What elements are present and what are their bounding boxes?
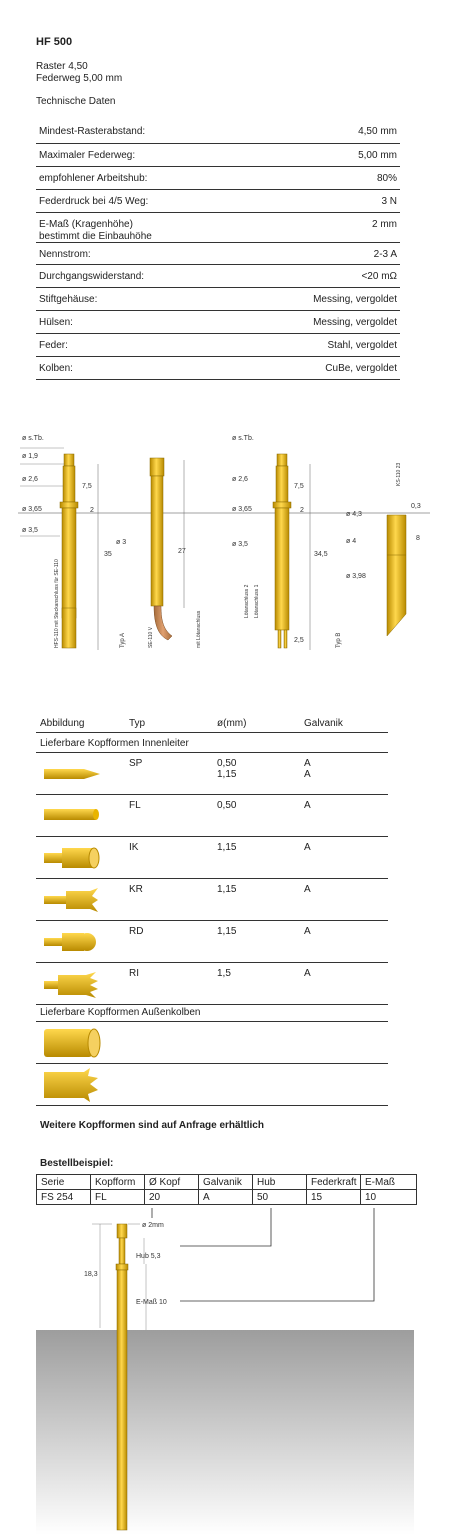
dim-35: 35 bbox=[104, 551, 112, 558]
spec-row bbox=[36, 167, 400, 190]
order-header: Galvanik bbox=[199, 1175, 253, 1190]
probe-pin-se110 bbox=[150, 458, 172, 640]
order-title: Bestellbeispiel: bbox=[40, 1158, 114, 1169]
label-d43: ø 4,3 bbox=[346, 511, 362, 518]
tip-galv: A bbox=[304, 842, 311, 853]
order-header: Federkraft bbox=[307, 1175, 361, 1190]
dim-27: 27 bbox=[178, 548, 186, 555]
probe-pin-type-a bbox=[60, 454, 78, 648]
table-row bbox=[36, 878, 388, 921]
tip-dia: 0,50 bbox=[217, 758, 237, 769]
tip-kr-icon bbox=[42, 888, 102, 912]
col-typ: Typ bbox=[129, 718, 146, 729]
order-value: FL bbox=[91, 1190, 145, 1205]
table-row bbox=[36, 836, 388, 879]
section-inner: Lieferbare Kopfformen Innenleiter bbox=[40, 738, 189, 749]
tip-typ: RI bbox=[129, 968, 139, 979]
label-d26-b: ø 2,6 bbox=[232, 476, 248, 483]
label-d4: ø 4 bbox=[346, 538, 357, 545]
tip-typ: IK bbox=[129, 842, 139, 853]
label-se110v: SE-110 V bbox=[148, 626, 154, 648]
spec-row bbox=[36, 213, 400, 243]
tip-dia: 0,50 bbox=[217, 800, 237, 811]
dim-03: 0,3 bbox=[411, 503, 421, 510]
dim-2-b: 2 bbox=[300, 507, 304, 514]
tip-typ: KR bbox=[129, 884, 143, 895]
dim-183: 18,3 bbox=[84, 1271, 98, 1278]
spec-value: 4,50 mm bbox=[358, 126, 397, 137]
label-d-stb-b: ø s.Tb. bbox=[232, 435, 254, 442]
subtitle-raster: Raster 4,50 bbox=[36, 61, 88, 72]
table-row bbox=[36, 1021, 388, 1064]
sleeve-ks110 bbox=[387, 515, 406, 636]
spec-label-line2: bestimmt die Einbauhöhe bbox=[39, 231, 152, 242]
outer-plunger-crown-icon bbox=[42, 1068, 102, 1102]
label-d365-b: ø 3,65 bbox=[232, 506, 252, 513]
tip-rd-icon bbox=[42, 930, 102, 954]
spec-row bbox=[36, 357, 400, 380]
tip-galv-2: A bbox=[304, 769, 311, 780]
tip-galv: A bbox=[304, 758, 311, 769]
order-header: Hub bbox=[253, 1175, 307, 1190]
spec-value: 80% bbox=[376, 173, 397, 184]
spec-label: Federdruck bei 4/5 Weg: bbox=[39, 196, 149, 207]
spec-value: CuBe, vergoldet bbox=[325, 363, 397, 374]
technical-drawing bbox=[0, 418, 450, 668]
dim-8: 8 bbox=[416, 535, 420, 542]
tip-typ: FL bbox=[129, 800, 141, 811]
label-typ-b: Typ B bbox=[336, 632, 342, 648]
page-title: HF 500 bbox=[36, 36, 73, 48]
order-value: 20 bbox=[145, 1190, 199, 1205]
spec-row bbox=[36, 311, 400, 334]
order-value: FS 254 bbox=[37, 1190, 91, 1205]
probe-pin-type-b bbox=[273, 454, 291, 648]
dim-75-b: 7,5 bbox=[294, 483, 304, 490]
spec-row bbox=[36, 190, 400, 213]
label-d35: ø 3,5 bbox=[22, 527, 38, 534]
spec-row bbox=[36, 120, 400, 144]
spec-value: Messing, vergoldet bbox=[313, 317, 397, 328]
spec-label: Hülsen: bbox=[39, 317, 73, 328]
label-lot2: Lötanschluss 2 bbox=[244, 584, 250, 618]
tip-galv: A bbox=[304, 884, 311, 895]
tip-sp-icon bbox=[42, 766, 102, 782]
table-row bbox=[36, 794, 388, 837]
subtitle-federweg: Federweg 5,00 mm bbox=[36, 73, 123, 84]
label-d35-b: ø 3,5 bbox=[232, 541, 248, 548]
spec-label: Nennstrom: bbox=[39, 249, 91, 260]
table-row bbox=[36, 1063, 388, 1106]
tip-dia: 1,5 bbox=[217, 968, 231, 979]
spec-value: 2-3 A bbox=[373, 249, 397, 260]
order-value: 15 bbox=[307, 1190, 361, 1205]
table-row bbox=[36, 752, 388, 795]
spec-value: 3 N bbox=[381, 196, 397, 207]
label-hfs: HFS-110 mit Steckanschluss für SE-110 bbox=[54, 559, 60, 648]
tip-fl-icon bbox=[42, 806, 102, 824]
table-row bbox=[37, 1175, 417, 1190]
order-header: E-Maß bbox=[361, 1175, 417, 1190]
dim-d2mm: ø 2mm bbox=[142, 1222, 164, 1229]
spec-value: Stahl, vergoldet bbox=[327, 340, 397, 351]
dim-2: 2 bbox=[90, 507, 94, 514]
tip-ik-icon bbox=[42, 846, 102, 870]
label-d3: ø 3 bbox=[116, 539, 127, 546]
order-value: 10 bbox=[361, 1190, 417, 1205]
spec-row bbox=[36, 288, 400, 311]
dim-345: 34,5 bbox=[314, 551, 328, 558]
spec-value: Messing, vergoldet bbox=[313, 294, 397, 305]
label-d26: ø 2,6 bbox=[22, 476, 38, 483]
order-value: A bbox=[199, 1190, 253, 1205]
col-dia: ø(mm) bbox=[217, 718, 247, 729]
spec-label: Kolben: bbox=[39, 363, 73, 374]
dim-75: 7,5 bbox=[82, 483, 92, 490]
outer-plunger-plain-icon bbox=[42, 1027, 102, 1059]
order-header: Kopfform bbox=[91, 1175, 145, 1190]
order-example-drawing bbox=[0, 1200, 450, 1535]
spec-value: 5,00 mm bbox=[358, 150, 397, 161]
tip-galv: A bbox=[304, 800, 311, 811]
spec-label: E-Maß (Kragenhöhe) bbox=[39, 219, 133, 230]
dim-25: 2,5 bbox=[294, 637, 304, 644]
table-row bbox=[36, 920, 388, 963]
spec-row bbox=[36, 243, 400, 265]
order-header: Ø Kopf bbox=[145, 1175, 199, 1190]
col-abbildung: Abbildung bbox=[40, 718, 85, 729]
label-d19: ø 1,9 bbox=[22, 453, 38, 460]
order-header: Serie bbox=[37, 1175, 91, 1190]
table-row bbox=[36, 962, 388, 1005]
spec-label: Mindest-Rasterabstand: bbox=[39, 126, 146, 137]
note-more-tips: Weitere Kopfformen sind auf Anfrage erhältlich bbox=[40, 1120, 264, 1131]
tip-ri-icon bbox=[42, 972, 102, 998]
divider bbox=[36, 732, 388, 733]
label-ks: KS-110 23 bbox=[396, 462, 402, 486]
tip-galv: A bbox=[304, 926, 311, 937]
tip-dia: 1,15 bbox=[217, 926, 237, 937]
tip-galv: A bbox=[304, 968, 311, 979]
section-label-technische-daten: Technische Daten bbox=[36, 96, 116, 107]
label-typ-a: Typ A bbox=[120, 632, 126, 648]
spec-value: <20 mΩ bbox=[361, 271, 397, 282]
label-lot1: Lötanschluss 1 bbox=[254, 584, 260, 618]
spec-label: Durchgangswiderstand: bbox=[39, 271, 145, 282]
spec-row bbox=[36, 265, 400, 288]
tip-typ: SP bbox=[129, 758, 143, 769]
spec-label: Stiftgehäuse: bbox=[39, 294, 98, 305]
spec-label: empfohlener Arbeitshub: bbox=[39, 173, 148, 184]
dim-emass: E-Maß 10 bbox=[136, 1299, 167, 1306]
spec-row bbox=[36, 144, 400, 167]
spec-label: Maximaler Federweg: bbox=[39, 150, 136, 161]
dim-hub: Hub 5,3 bbox=[136, 1253, 161, 1260]
tip-dia-2: 1,15 bbox=[217, 769, 237, 780]
spec-value: 2 mm bbox=[372, 219, 397, 230]
tip-typ: RD bbox=[129, 926, 144, 937]
spec-label: Feder: bbox=[39, 340, 68, 351]
spec-table bbox=[36, 120, 400, 380]
section-outer: Lieferbare Kopfformen Außenkolben bbox=[40, 1007, 201, 1018]
order-value: 50 bbox=[253, 1190, 307, 1205]
tip-dia: 1,15 bbox=[217, 884, 237, 895]
order-probe-pin bbox=[116, 1224, 128, 1530]
col-galvanik: Galvanik bbox=[304, 718, 343, 729]
label-d365: ø 3,65 bbox=[22, 506, 42, 513]
label-d398: ø 3,98 bbox=[346, 573, 366, 580]
label-d-stb: ø s.Tb. bbox=[22, 435, 44, 442]
tip-dia: 1,15 bbox=[217, 842, 237, 853]
label-mit-lot: mit Lötanschluss bbox=[196, 610, 202, 648]
spec-row bbox=[36, 334, 400, 357]
